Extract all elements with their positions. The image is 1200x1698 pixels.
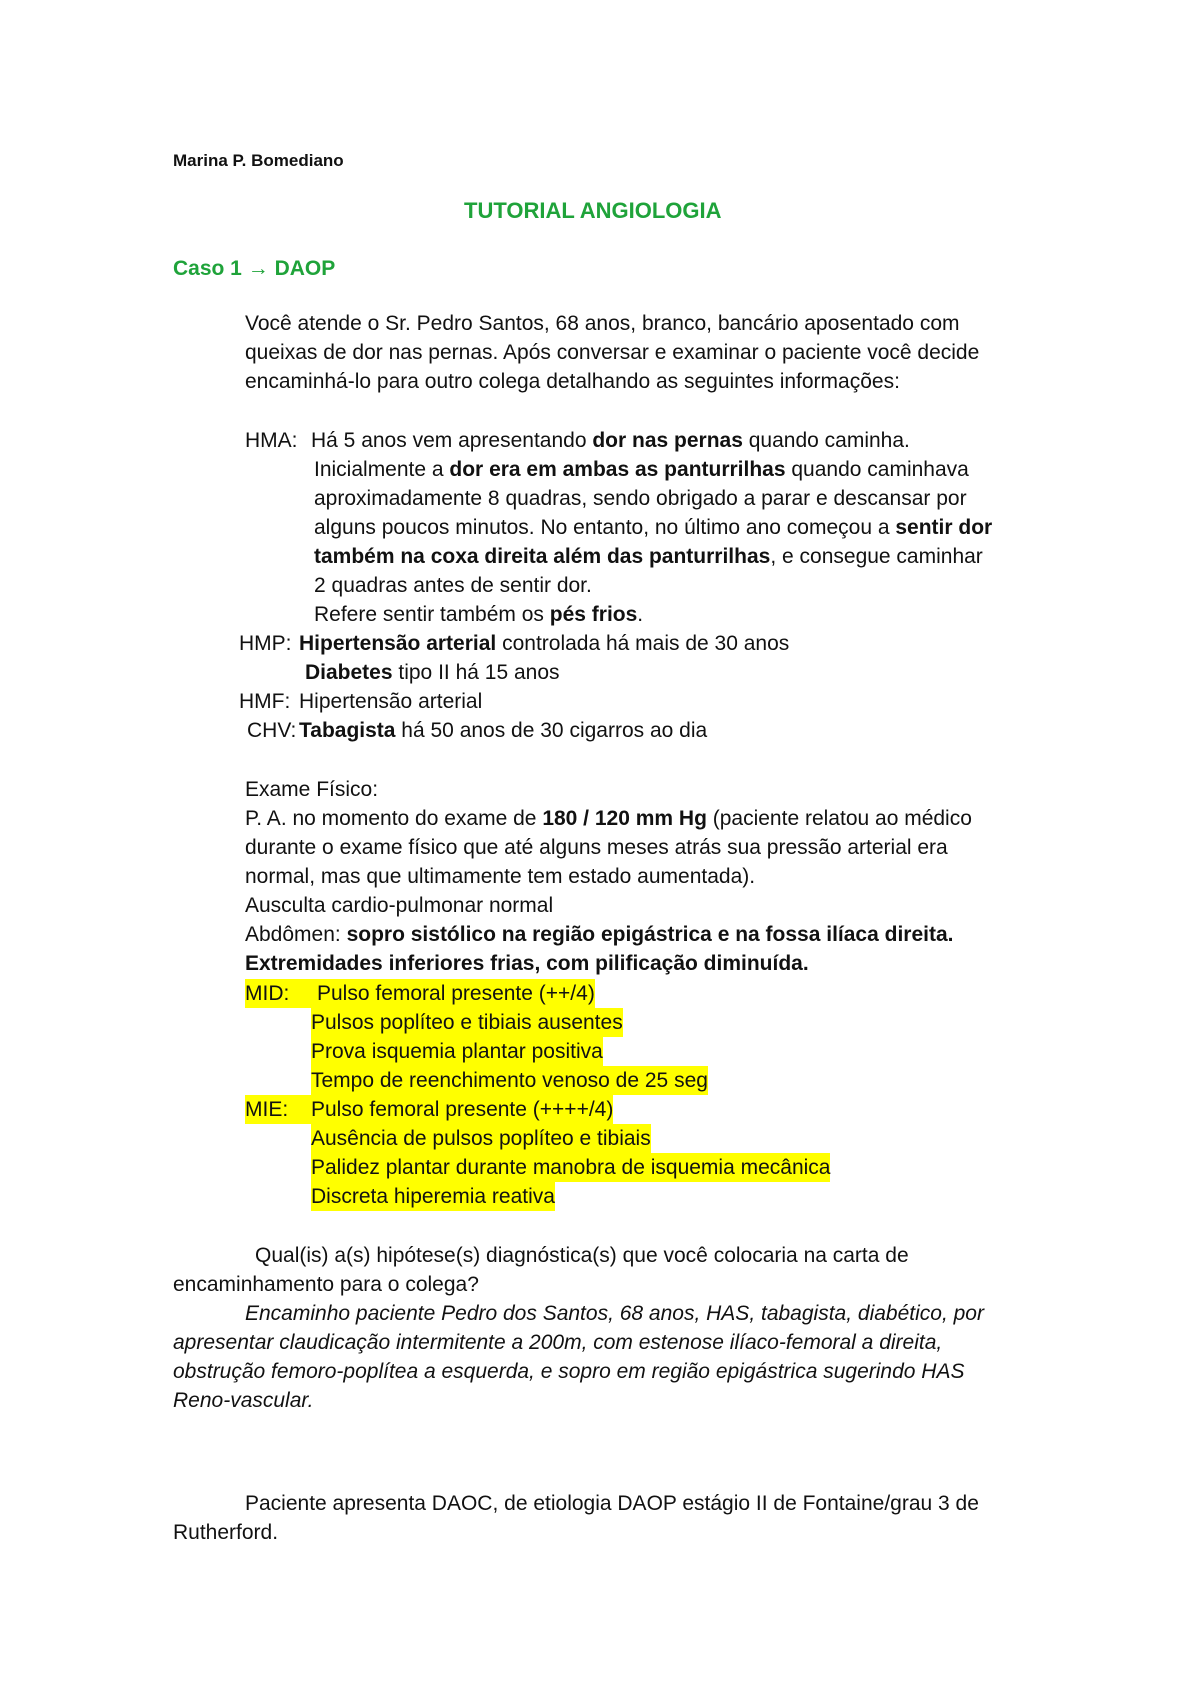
answer-line-1: Encaminho paciente Pedro dos Santos, 68 anos, HAS, tabagista, diabético, por: [245, 1302, 984, 1325]
hmp-line-1: Hipertensão arterial controlada há mais de 30 anos: [299, 632, 790, 655]
hma-line-6: 2 quadras antes de sentir dor.: [314, 574, 592, 597]
hma-line-2: Inicialmente a dor era em ambas as panturrilhas quando caminhava: [314, 458, 969, 481]
exam-pa-line-2: durante o exame físico que até alguns meses atrás sua pressão arterial era: [245, 836, 948, 859]
conclusion-line-2: Rutherford.: [173, 1521, 279, 1544]
hma-line-3: aproximadamente 8 quadras, sendo obrigado a parar e descansar por: [314, 487, 967, 510]
hma-line-4: alguns poucos minutos. No entanto, no último ano começou a sentir dor: [314, 516, 993, 539]
author-name: Marina P. Bomediano: [173, 151, 344, 170]
question-line-2: encaminhamento para o colega?: [173, 1273, 479, 1296]
question-line-1: Qual(is) a(s) hipótese(s) diagnóstica(s) que você colocaria na carta de: [255, 1244, 909, 1267]
hma-line-1: Há 5 anos vem apresentando dor nas pernas quando caminha.: [311, 429, 910, 452]
chv-label: CHV:: [247, 719, 297, 742]
hmf-label: HMF:: [239, 690, 291, 713]
mid-item-2: Pulsos poplíteo e tibiais ausentes: [311, 1008, 623, 1037]
hma-label: HMA:: [245, 429, 298, 452]
document-title: TUTORIAL ANGIOLOGIA: [464, 198, 722, 223]
intro-line-2: queixas de dor nas pernas. Após conversar e examinar o paciente você decide: [245, 341, 980, 364]
answer-line-3: obstrução femoro-poplítea a esquerda, e sopro em região epigástrica sugerindo HAS: [173, 1360, 965, 1383]
hmp-line-2: Diabetes tipo II há 15 anos: [305, 661, 560, 684]
mid-item-3: Prova isquemia plantar positiva: [311, 1037, 603, 1066]
exam-extremidades: Extremidades inferiores frias, com pilificação diminuída.: [245, 952, 809, 975]
exam-ausculta: Ausculta cardio-pulmonar normal: [245, 894, 554, 917]
case-heading: [173, 254, 335, 283]
exam-title: Exame Físico:: [245, 778, 379, 801]
case-topic: DAOP: [274, 257, 336, 280]
mid-item-4: Tempo de reenchimento venoso de 25 seg: [311, 1066, 708, 1095]
hma-line-5: também na coxa direita além das panturrilhas, e consegue caminhar: [314, 545, 983, 568]
exam-abdomen: Abdômen: sopro sistólico na região epigástrica e na fossa ilíaca direita.: [245, 923, 954, 946]
intro-line-3: encaminhá-lo para outro colega detalhando as seguintes informações:: [245, 370, 900, 393]
intro-line-1: Você atende o Sr. Pedro Santos, 68 anos, branco, bancário aposentado com: [245, 312, 960, 335]
hma-line-7: Refere sentir também os pés frios.: [314, 603, 644, 626]
hmf-text: Hipertensão arterial: [299, 690, 483, 713]
answer-line-2: apresentar claudicação intermitente a 200m, com estenose ilíaco-femoral a direita,: [173, 1331, 943, 1354]
mid-label: MID:: [245, 979, 315, 1008]
mie-item-1: Pulso femoral presente (++++/4): [311, 1095, 613, 1124]
mie-item-2: Ausência de pulsos poplíteo e tibiais: [311, 1124, 651, 1153]
case-label: Caso 1: [173, 257, 242, 280]
arrow-right-icon: →: [247, 257, 269, 280]
mid-item-1: Pulso femoral presente (++/4): [313, 979, 595, 1008]
answer-line-4: Reno-vascular.: [173, 1389, 314, 1412]
chv-text: Tabagista há 50 anos de 30 cigarros ao dia: [299, 719, 708, 742]
exam-pa-line-3: normal, mas que ultimamente tem estado aumentada).: [245, 865, 756, 888]
exam-pa-line-1: P. A. no momento do exame de 180 / 120 mm Hg (paciente relatou ao médico: [245, 807, 972, 830]
conclusion-line-1: Paciente apresenta DAOC, de etiologia DAOP estágio II de Fontaine/grau 3 de: [245, 1492, 979, 1515]
mie-label: MIE:: [245, 1095, 311, 1124]
mie-item-3: Palidez plantar durante manobra de isquemia mecânica: [311, 1153, 830, 1182]
hmp-label: HMP:: [239, 632, 292, 655]
mie-item-4: Discreta hiperemia reativa: [311, 1182, 555, 1211]
